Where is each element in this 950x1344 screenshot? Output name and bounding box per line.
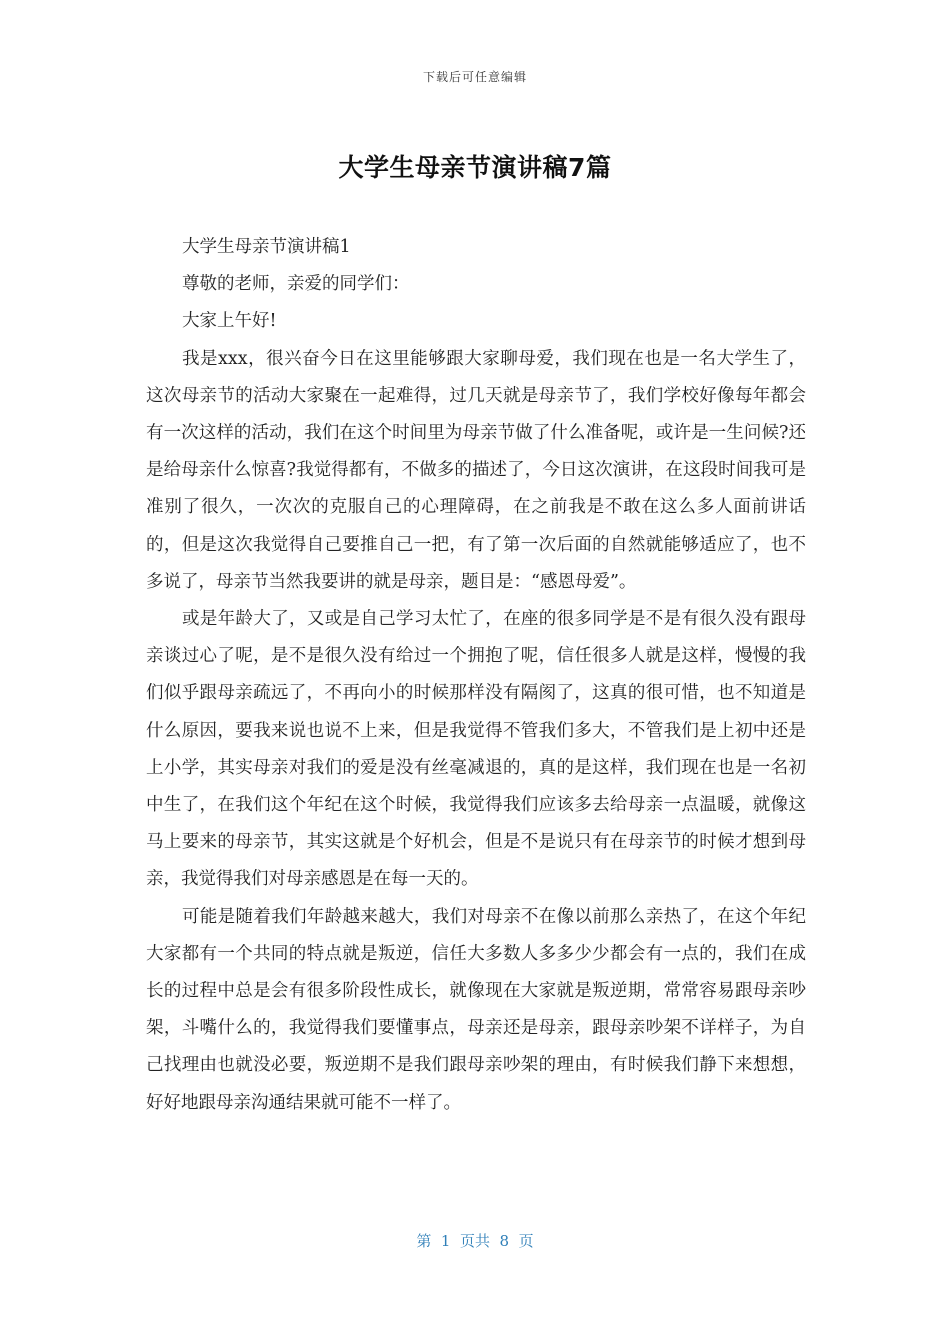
page-number-footer: 第 1 页共 8 页 [416,1232,534,1250]
body-paragraph: 可能是随着我们年龄越来越大，我们对母亲不在像以前那么亲热了，在这个年纪大家都有一个共同的特点就是叛逆，信任大多数人多多少少都会有一点的，我们在成长的过程中总是会有很多阶段性成长，就像现在大家就是叛逆期，常常容易跟母亲吵架，斗嘴什么的，我觉得我们要懂事点，母亲还是母亲，跟母亲吵架不详样子，为自己找理由也就没必要，叛逆期不是我们跟母亲吵架的理由，有时候我们静下来想想，好好地跟母亲沟通结果就可能不一样了。 [146,906,806,1113]
document-body [146,229,806,1122]
body-paragraph: 我是xxx，很兴奋今日在这里能够跟大家聊母爱，我们现在也是一名大学生了，这次母亲节的活动大家聚在一起难得，过几天就是母亲节了，我们学校好像每年都会有一次这样的活动，我们在这个时间里为母亲节做了什么准备呢，或许是一生问候?还是给母亲什么惊喜?我觉得都有，不做多的描述了，今日这次演讲，在这段时间我可是准别了很久，一次次的克服自己的心理障碍，在之前我是不敢在这么多人面前讲话的，但是这次我觉得自己要推自己一把，有了第一次后面的自然就能够适应了，也不多说了，母亲节当然我要讲的就是母亲，题目是：“感恩母爱”。 [146,348,806,592]
document-title: 大学生母亲节演讲稿7篇 [338,153,612,182]
body-paragraph: 或是年龄大了，又或是自己学习太忙了，在座的很多同学是不是有很久没有跟母亲谈过心了呢，是不是很久没有给过一个拥抱了呢，信任很多人就是这样，慢慢的我们似乎跟母亲疏远了，不再向小的时候那样没有隔阂了，这真的很可惜，也不知道是什么原因，要我来说也说不上来，但是我觉得不管我们多大，不管我们是上初中还是上小学，其实母亲对我们的爱是没有丝毫减退的，真的是这样，我们现在也是一名初中生了，在我们这个年纪在这个时候，我觉得我们应该多去给母亲一点温暖，就像这马上要来的母亲节，其实这就是个好机会，但是不是说只有在母亲节的时候才想到母亲，我觉得我们对母亲感恩是在每一天的。 [146,609,806,890]
section-heading: 大学生母亲节演讲稿1 [182,237,351,257]
header-note: 下载后可任意编辑 [422,70,527,84]
greeting: 大家上午好! [182,311,277,332]
salutation: 尊敬的老师，亲爱的同学们： [182,274,410,295]
